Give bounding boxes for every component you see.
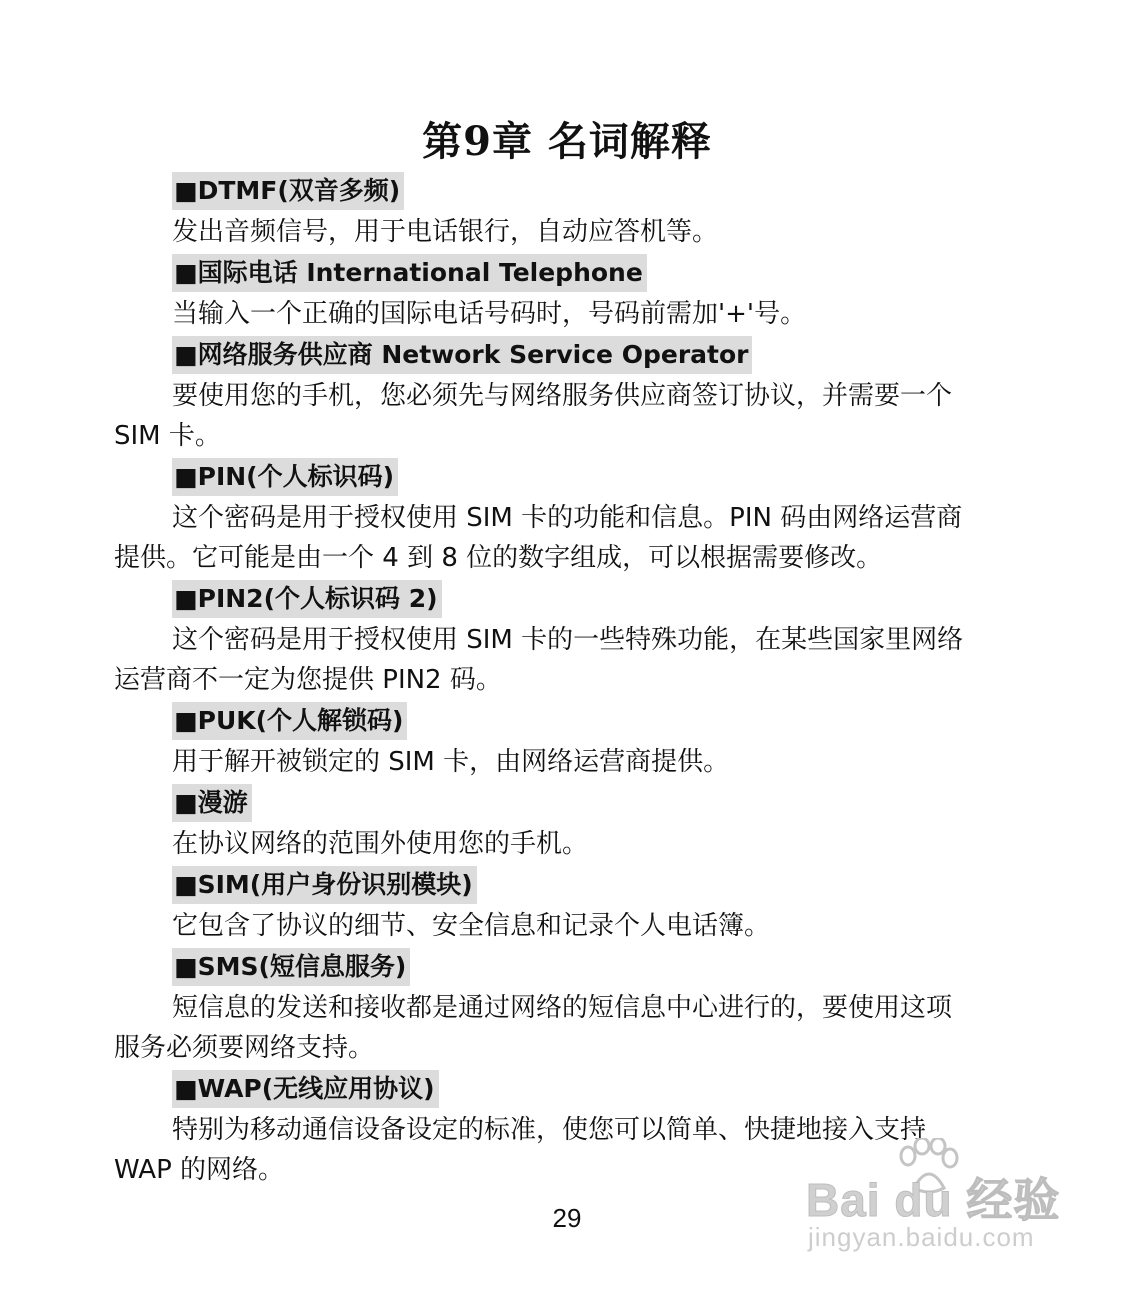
term-heading: ■网络服务供应商 Network Service Operator	[172, 336, 752, 374]
glossary-entry-roaming	[114, 784, 1029, 864]
term-heading: ■PUK(个人解锁码)	[172, 702, 407, 740]
glossary-entry-puk	[114, 702, 1029, 782]
term-heading: ■PIN2(个人标识码 2)	[172, 580, 442, 618]
definition-line: 用于解开被锁定的 SIM 卡，由网络运营商提供。	[172, 747, 730, 777]
definition-text	[114, 376, 1029, 456]
definition-line: 运营商不一定为您提供 PIN2 码。	[114, 665, 502, 695]
page-number: 29	[552, 1203, 582, 1233]
page-title: 第9章 名词解释	[422, 118, 712, 165]
definition-line: 这个密码是用于授权使用 SIM 卡的功能和信息。PIN 码由网络运营商	[172, 503, 963, 533]
definition-line: 当输入一个正确的国际电话号码时，号码前需加'+'号。	[172, 299, 807, 329]
definition-line: 提供。它可能是由一个 4 到 8 位的数字组成，可以根据需要修改。	[114, 543, 883, 573]
definition-text	[114, 294, 1029, 334]
definition-line: SIM 卡。	[114, 421, 221, 451]
definition-text	[114, 620, 1029, 700]
watermark-logo-text: Bai du 经验	[806, 1174, 1061, 1226]
glossary-entry-pin2	[114, 580, 1029, 700]
definition-text	[114, 824, 1029, 864]
definition-line: 要使用您的手机，您必须先与网络服务供应商签订协议，并需要一个	[172, 381, 953, 411]
definition-line: 这个密码是用于授权使用 SIM 卡的一些特殊功能，在某些国家里网络	[172, 625, 964, 655]
term-heading: ■DTMF(双音多频)	[172, 172, 404, 210]
definition-line: 它包含了协议的细节、安全信息和记录个人电话簿。	[172, 911, 771, 941]
glossary-entry-network-operator	[114, 336, 1029, 456]
glossary-entry-sim	[114, 866, 1029, 946]
definition-line: 服务必须要网络支持。	[114, 1033, 375, 1063]
definition-text	[114, 988, 1029, 1068]
definition-text	[114, 1110, 1029, 1190]
term-list	[114, 172, 1029, 1192]
glossary-entry-sms	[114, 948, 1029, 1068]
term-heading: ■WAP(无线应用协议)	[172, 1070, 439, 1108]
glossary-entry-pin	[114, 458, 1029, 578]
definition-line: 短信息的发送和接收都是通过网络的短信息中心进行的，要使用这项	[172, 993, 953, 1023]
definition-line: 发出音频信号，用于电话银行，自动应答机等。	[172, 217, 719, 247]
watermark-url: jingyan.baidu.com	[808, 1222, 1035, 1252]
term-heading: ■SMS(短信息服务)	[172, 948, 410, 986]
term-heading: ■PIN(个人标识码)	[172, 458, 398, 496]
definition-line: 特别为移动通信设备设定的标准，使您可以简单、快捷地接入支持	[172, 1115, 927, 1145]
definition-line: WAP 的网络。	[114, 1155, 285, 1185]
term-heading: ■国际电话 International Telephone	[172, 254, 647, 292]
term-heading: ■漫游	[172, 784, 252, 822]
definition-text	[114, 212, 1029, 252]
definition-text	[114, 742, 1029, 782]
term-heading: ■SIM(用户身份识别模块)	[172, 866, 477, 904]
definition-text	[114, 906, 1029, 946]
glossary-entry-wap	[114, 1070, 1029, 1190]
glossary-entry-international-telephone	[114, 254, 1029, 334]
definition-line: 在协议网络的范围外使用您的手机。	[172, 829, 589, 859]
definition-text	[114, 498, 1029, 578]
glossary-entry-dtmf	[114, 172, 1029, 252]
